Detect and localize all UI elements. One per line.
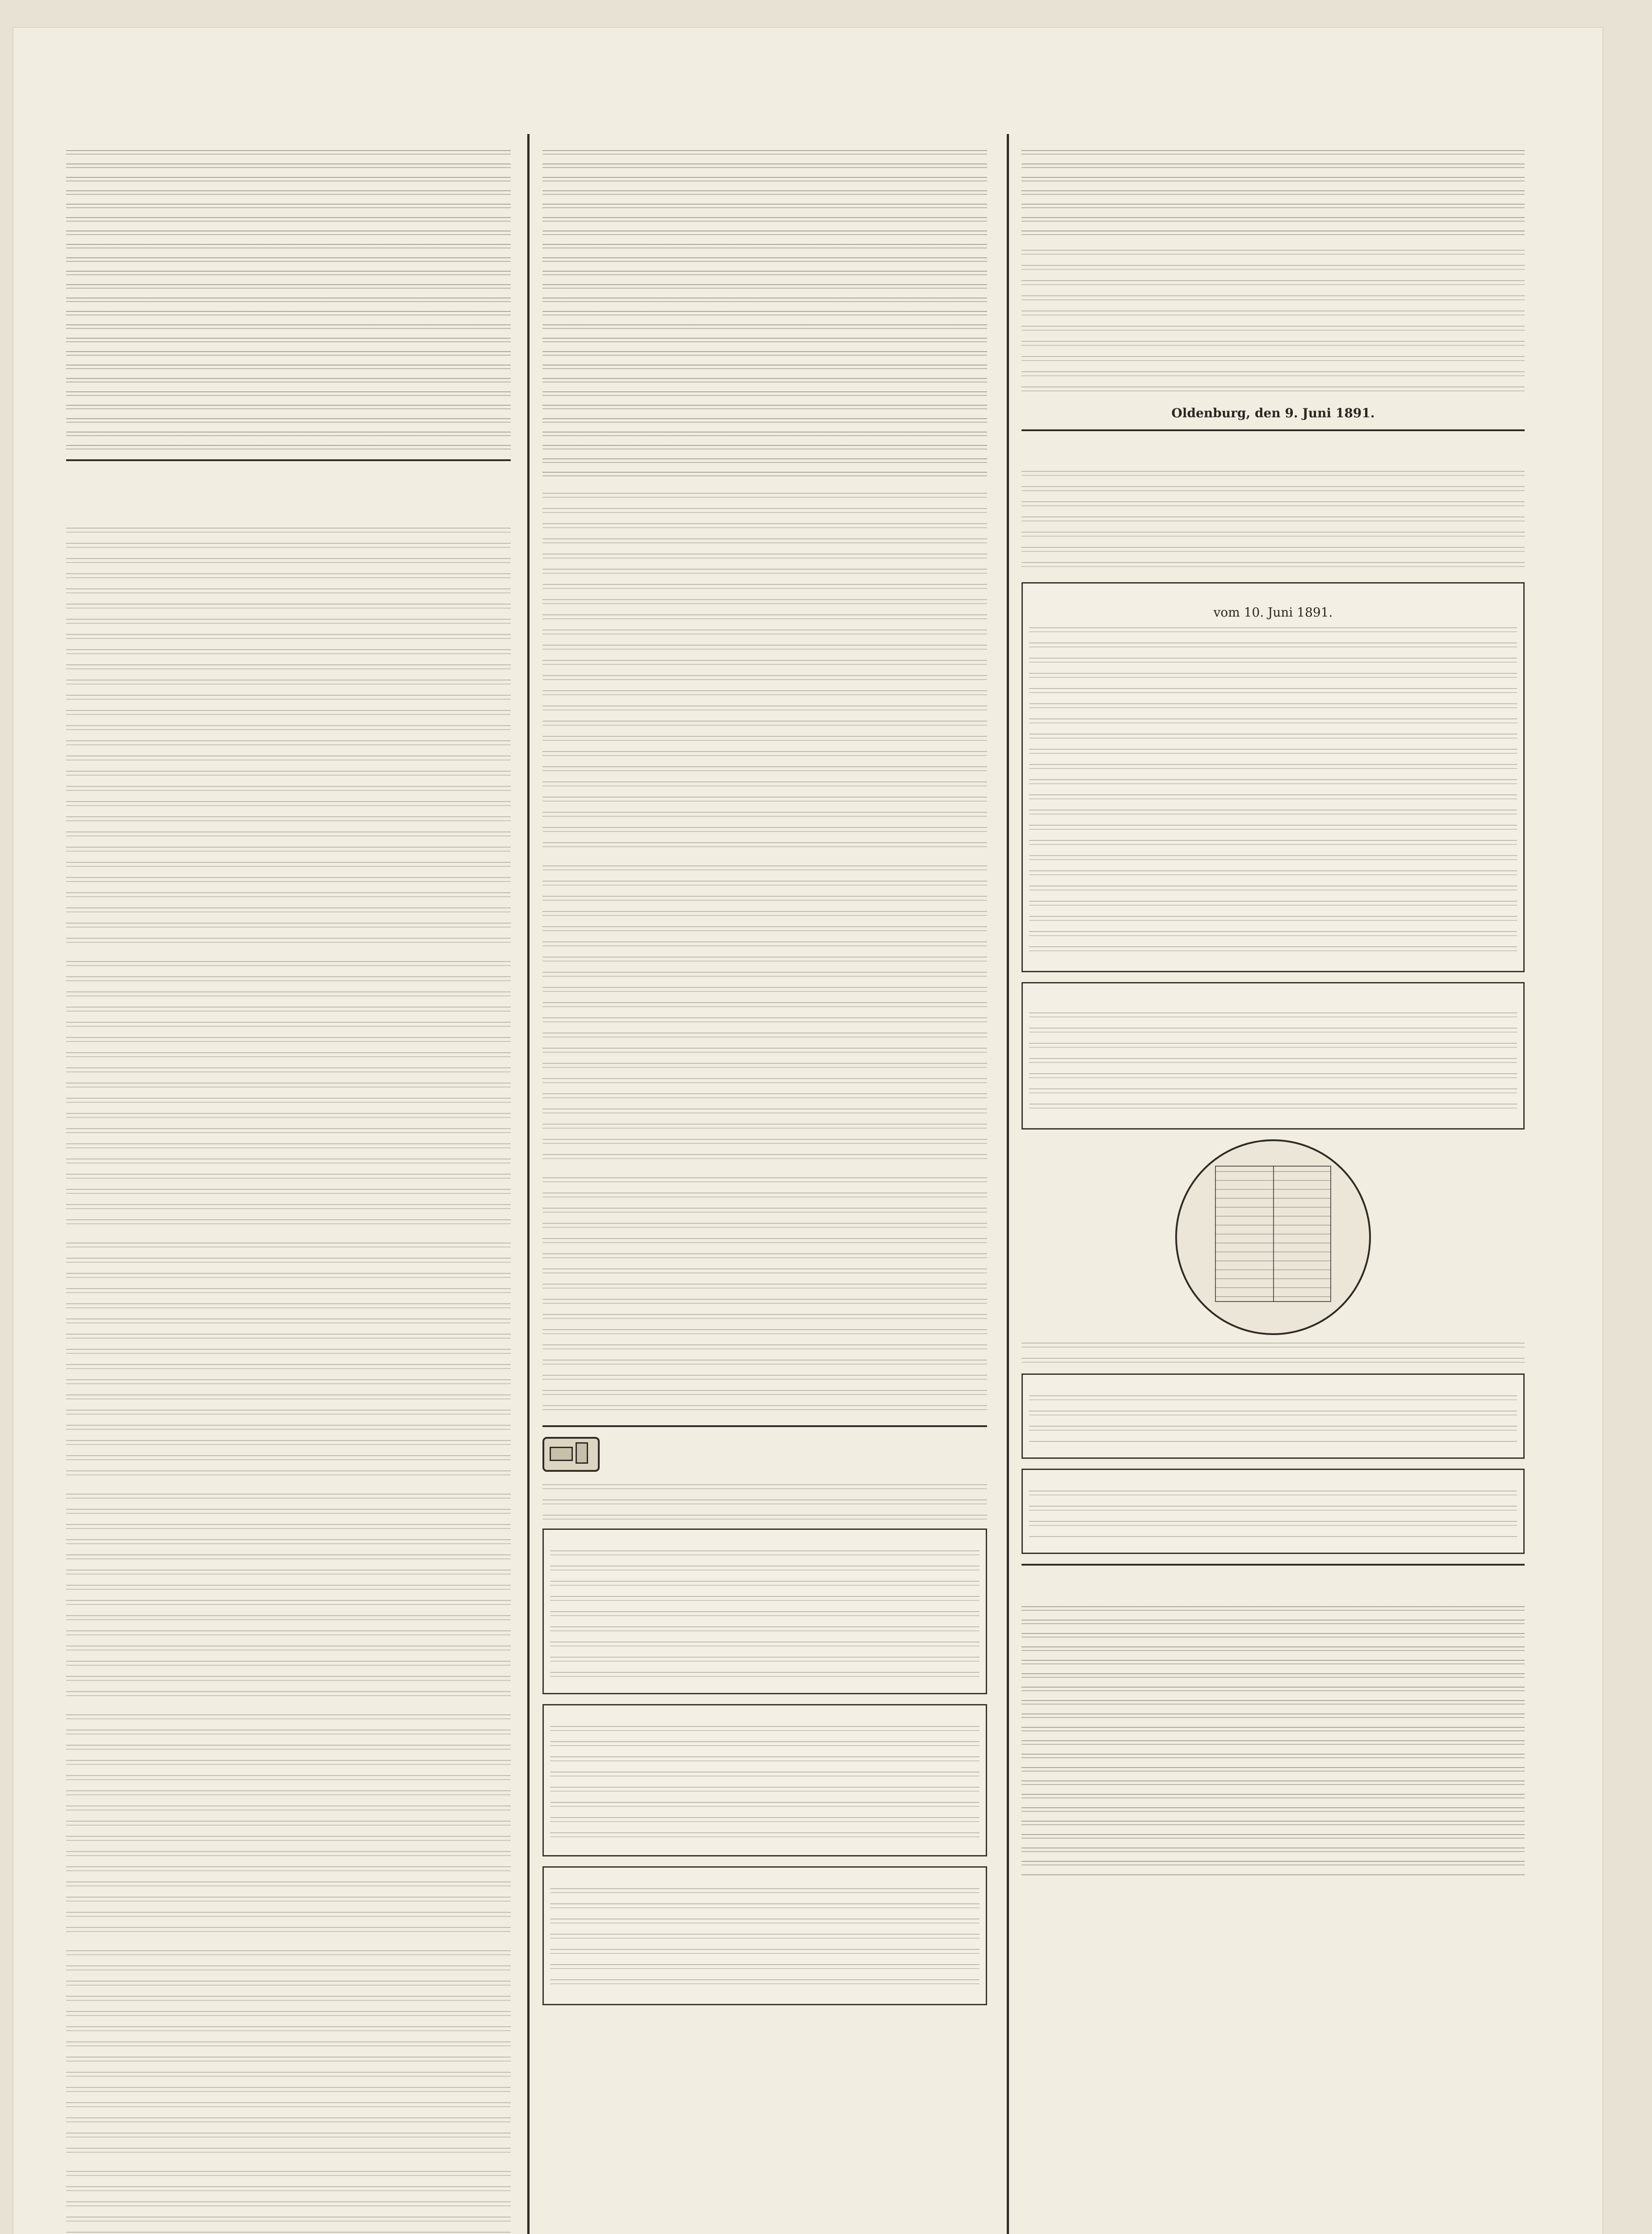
route-1-lines [550, 1546, 979, 1680]
offers-lines [1021, 1603, 1525, 1876]
agricultural-calendar-lines [1021, 467, 1525, 574]
article-body-lines [542, 1173, 987, 1416]
train-title [608, 1436, 615, 1457]
route-2-lines [550, 1722, 979, 1843]
article-body-lines [66, 147, 511, 450]
article-body-lines [66, 1710, 511, 1938]
church-news-box [1021, 1373, 1525, 1459]
agricultural-calendar-title [1021, 440, 1525, 462]
train-section-rule [542, 1425, 987, 1427]
market-prices-box [1021, 582, 1525, 972]
article-body-lines [66, 2167, 511, 2234]
train-header [542, 1436, 987, 1472]
garrison-church-box [1021, 1469, 1525, 1554]
section-rule [66, 459, 511, 461]
weather-box [1021, 982, 1525, 1130]
market-prices-title [1029, 588, 1517, 605]
route-1-title [550, 1534, 979, 1543]
article-body-lines [66, 957, 511, 1230]
article-body-lines [66, 524, 511, 949]
column-three [1021, 143, 1525, 2234]
article-body-lines [66, 1239, 511, 1482]
article-body-lines [66, 1946, 511, 2159]
offer-rule [1021, 1564, 1525, 1566]
article-body-lines [542, 147, 987, 481]
church-news-title [1029, 1379, 1517, 1388]
section-subtitle [66, 501, 511, 517]
garrison-church-lines [1029, 1487, 1517, 1540]
section-title-heading [66, 470, 511, 496]
route-2-title [550, 1710, 979, 1718]
agri-date: Oldenburg, den 9. Juni 1891. [1171, 406, 1375, 420]
route-table-1 [542, 1529, 987, 1694]
article-body-lines [542, 861, 987, 1165]
article-body-lines [542, 489, 987, 853]
agri-rule [1021, 429, 1525, 431]
column-divider-right [1007, 134, 1009, 2234]
column-one [66, 143, 511, 2234]
column-two [542, 143, 987, 2234]
church-news-lines [1029, 1391, 1517, 1445]
train-subtitle [608, 1457, 615, 1472]
market-prices-date: vom 10. Juni 1891. [1213, 605, 1333, 620]
route-table-2 [542, 1704, 987, 1856]
route-3-lines [550, 1884, 979, 1991]
notice-lines [1021, 147, 1525, 238]
offers-title [1021, 1575, 1525, 1598]
weather-title [1029, 988, 1517, 1005]
route-3-title [550, 1872, 979, 1881]
station-timetable-seal [1175, 1139, 1371, 1335]
market-prices-lines [1029, 623, 1517, 958]
column-divider-left [527, 134, 530, 2234]
weather-lines [1029, 1008, 1517, 1116]
notice-lines [1021, 246, 1525, 398]
newspaper-page [13, 27, 1603, 2234]
garrison-church-title [1029, 1474, 1517, 1483]
map-caption-lines [1021, 1339, 1525, 1365]
route-table-3 [542, 1866, 987, 2005]
article-body-lines [66, 1490, 511, 1702]
schedule-intro-lines [542, 1480, 987, 1520]
locomotive-icon [542, 1437, 600, 1472]
